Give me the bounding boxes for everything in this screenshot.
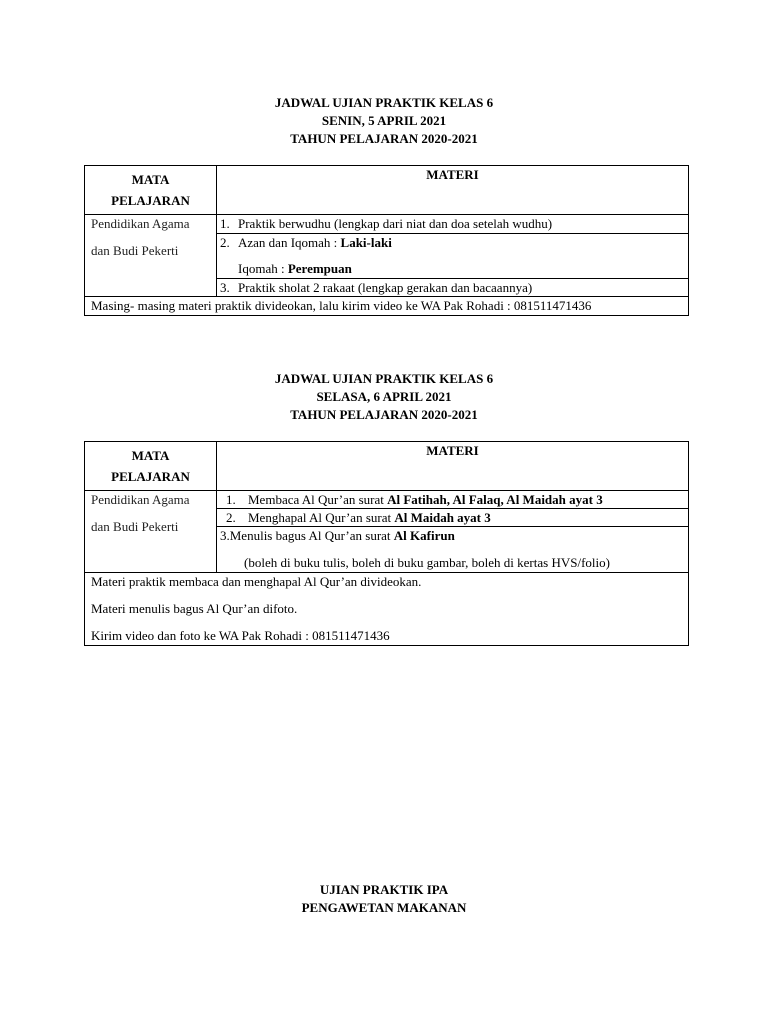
- header-mata-line2: PELAJARAN: [111, 469, 190, 484]
- item-bold-text: Al Fatihah, Al Falaq, Al Maidah ayat 3: [387, 492, 603, 507]
- materi-item-2: [217, 509, 689, 527]
- subject-line2: dan Budi Pekerti: [91, 243, 179, 258]
- materi-item-1: [217, 215, 689, 234]
- item-bold-text: Al Kafirun: [393, 528, 455, 543]
- header-mata-pelajaran: [85, 442, 217, 491]
- item-number: 1.: [220, 216, 230, 231]
- section2-year: TAHUN PELAJARAN 2020-2021: [290, 407, 478, 422]
- note-line: Kirim video dan foto ke WA Pak Rohadi : 081511471436: [91, 628, 390, 643]
- item-number: 3.: [220, 528, 230, 543]
- table-row: [85, 573, 689, 646]
- item-text: Menulis bagus Al Qur’an surat: [229, 528, 394, 543]
- section1-title: JADWAL UJIAN PRAKTIK KELAS 6: [274, 95, 494, 110]
- section2-table: [84, 441, 689, 646]
- header-mata-line1: MATA: [131, 448, 170, 463]
- table-row: [85, 297, 689, 316]
- item-bold-text: Al Maidah ayat 3: [394, 510, 491, 525]
- section3-title: UJIAN PRAKTIK IPA: [319, 882, 449, 897]
- item-number: 2.: [226, 510, 236, 525]
- section2-title: JADWAL UJIAN PRAKTIK KELAS 6: [274, 371, 494, 386]
- item-text: Membaca Al Qur’an surat: [248, 492, 388, 507]
- item-number: 1.: [226, 492, 236, 507]
- item-text: Praktik sholat 2 rakaat (lengkap gerakan dan bacaannya): [238, 280, 533, 295]
- section1-table: [84, 165, 689, 316]
- note-line: Materi menulis bagus Al Qur’an difoto.: [91, 601, 298, 616]
- section1-note: Masing- masing materi praktik divideokan, lalu kirim video ke WA Pak Rohadi : 081511471436: [85, 297, 689, 316]
- subject-line1: Pendidikan Agama: [91, 216, 190, 231]
- note-line: Materi praktik membaca dan menghapal Al Qur’an divideokan.: [91, 574, 422, 589]
- subject-line2: dan Budi Pekerti: [91, 519, 179, 534]
- table-header-row: [85, 442, 689, 491]
- subject-cell: [85, 491, 217, 573]
- section3-heading: [0, 881, 768, 917]
- subject-line1: Pendidikan Agama: [91, 492, 190, 507]
- header-materi: MATERI: [217, 166, 689, 215]
- item-text-line2: (boleh di buku tulis, boleh di buku gambar, boleh di kertas HVS/folio): [244, 555, 610, 570]
- section2-date: SELASA, 6 APRIL 2021: [316, 389, 452, 404]
- section1-heading: [0, 94, 768, 148]
- table-row: [85, 491, 689, 509]
- materi-item-1: [217, 491, 689, 509]
- materi-item-3: [217, 527, 689, 573]
- item-number: 2.: [220, 235, 230, 250]
- item-text-line2: Iqomah :: [238, 261, 288, 276]
- item-bold-text-line2: Perempuan: [287, 261, 352, 276]
- item-text: Praktik berwudhu (lengkap dari niat dan doa setelah wudhu): [238, 216, 553, 231]
- header-mata-pelajaran: [85, 166, 217, 215]
- section3-subtitle: PENGAWETAN MAKANAN: [301, 900, 467, 915]
- subject-cell: [85, 215, 217, 297]
- header-mata-line2: PELAJARAN: [111, 193, 190, 208]
- table-row: [85, 215, 689, 234]
- section1-year: TAHUN PELAJARAN 2020-2021: [290, 131, 478, 146]
- header-mata-line1: MATA: [131, 172, 170, 187]
- item-number: 3.: [220, 280, 230, 295]
- item-text: Azan dan Iqomah :: [238, 235, 341, 250]
- table-header-row: [85, 166, 689, 215]
- materi-item-3: [217, 279, 689, 297]
- section2-notes: [85, 573, 689, 646]
- header-materi: MATERI: [217, 442, 689, 491]
- materi-item-2: [217, 234, 689, 279]
- item-text: Menghapal Al Qur’an surat: [248, 510, 395, 525]
- section1-date: SENIN, 5 APRIL 2021: [321, 113, 447, 128]
- section2-heading: [0, 370, 768, 424]
- item-bold-text: Laki-laki: [340, 235, 392, 250]
